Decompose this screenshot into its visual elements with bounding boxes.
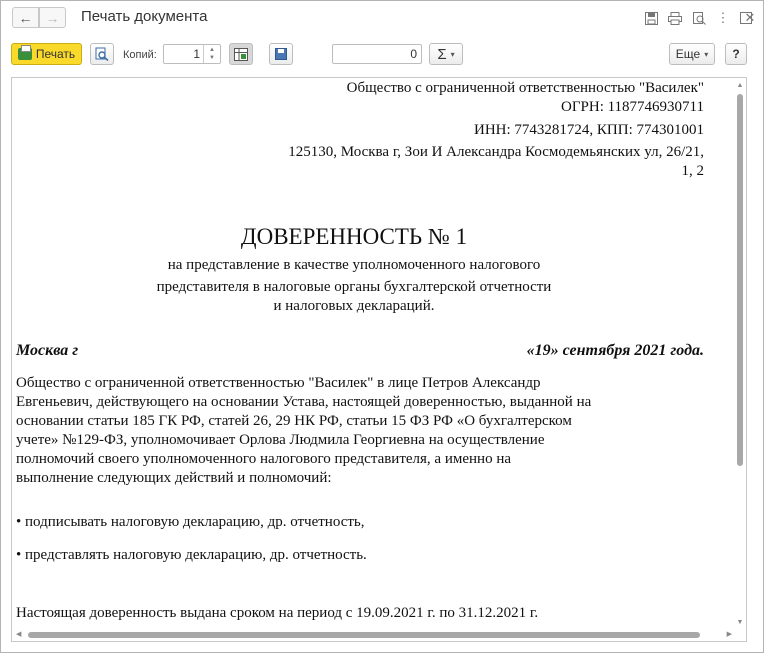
copies-stepper[interactable] bbox=[203, 45, 220, 63]
arrow-right-icon: → bbox=[45, 9, 60, 26]
vertical-scrollbar[interactable] bbox=[736, 82, 744, 627]
doc-body-3: основании статьи 185 ГК РФ, статей 26, 29 НК РФ, статьи 15 ФЗ РФ «О бухгалтерском bbox=[16, 413, 572, 429]
document-content bbox=[12, 78, 736, 631]
stepper-up-icon[interactable]: ▲ bbox=[209, 47, 215, 53]
document-viewer[interactable] bbox=[11, 77, 747, 642]
print-button-label: Печать bbox=[35, 47, 76, 61]
more-vert-icon[interactable]: ⋮ bbox=[716, 10, 730, 25]
doc-item-2: • представлять налоговую декларацию, др. отчетность. bbox=[16, 547, 367, 563]
more-button-label: Еще bbox=[675, 47, 701, 61]
scroll-right-icon[interactable]: ▶ bbox=[726, 631, 732, 638]
sum-button[interactable] bbox=[429, 43, 463, 65]
vertical-scroll-thumb[interactable] bbox=[737, 94, 743, 466]
sum-field[interactable]: 0 bbox=[332, 44, 422, 64]
scroll-left-icon[interactable]: ◀ bbox=[16, 631, 22, 638]
doc-validity: Настоящая доверенность выдана сроком на период с 19.09.2021 г. по 31.12.2021 г. bbox=[16, 605, 539, 621]
preview-button[interactable] bbox=[90, 43, 114, 65]
save-document-button[interactable] bbox=[269, 43, 293, 65]
doc-date: «19» сентября 2021 года. bbox=[526, 342, 704, 359]
scroll-down-icon[interactable]: ▼ bbox=[736, 619, 744, 626]
help-button[interactable]: ? bbox=[725, 43, 747, 65]
org-address-cont: 1, 2 bbox=[681, 163, 704, 179]
copies-label: Копий: bbox=[123, 49, 157, 61]
doc-body-4: учете» №129-ФЗ, уполномочивает Орлова Людмила Георгиевна на осуществление bbox=[16, 432, 545, 448]
magnifier-page-icon bbox=[95, 47, 109, 61]
org-name: Общество с ограниченной ответственностью "Василек" bbox=[346, 80, 704, 96]
doc-subheading-2: представителя в налоговые органы бухгалтерской отчетности bbox=[156, 279, 552, 295]
edit-toggle-button[interactable] bbox=[229, 43, 253, 65]
more-button[interactable] bbox=[669, 43, 715, 65]
close-icon[interactable]: ✕ bbox=[744, 10, 756, 25]
window-title: Печать документа bbox=[81, 8, 208, 25]
sigma-icon: Σ bbox=[437, 45, 447, 63]
preview-icon[interactable] bbox=[691, 10, 707, 26]
table-edit-icon bbox=[234, 48, 248, 61]
chevron-down-icon: ▾ bbox=[450, 49, 455, 59]
doc-subheading-1: на представление в качестве уполномоченного налогового bbox=[167, 257, 541, 273]
chevron-down-icon: ▾ bbox=[704, 49, 709, 59]
toolbar bbox=[1, 37, 763, 71]
doc-subheading-3: и налоговых деклараций. bbox=[273, 298, 435, 314]
doc-heading: ДОВЕРЕННОСТЬ № 1 bbox=[240, 224, 468, 249]
doc-body-2: Евгеньевич, действующего на основании Устава, настоящей доверенностью, выданной на bbox=[16, 394, 592, 410]
forward-button[interactable] bbox=[39, 7, 66, 28]
doc-body-6: выполнение следующих действий и полномочий: bbox=[16, 470, 332, 486]
org-address: 125130, Москва г, Зои И Александра Космодемьянских ул, 26/21, bbox=[288, 144, 704, 160]
print-button[interactable] bbox=[11, 43, 82, 65]
back-button[interactable] bbox=[12, 7, 39, 28]
arrow-left-icon: ← bbox=[18, 9, 33, 26]
doc-item-1: • подписывать налоговую декларацию, др. отчетность, bbox=[16, 514, 365, 530]
org-ogrn: ОГРН: 1187746930711 bbox=[561, 99, 704, 115]
doc-body-5: полномочий своего уполномоченного налогового представителя, а именно на bbox=[16, 451, 512, 467]
org-inn-kpp: ИНН: 7743281724, КПП: 774301001 bbox=[473, 122, 704, 138]
printer-icon bbox=[18, 48, 32, 60]
horizontal-scroll-thumb[interactable] bbox=[28, 632, 700, 638]
doc-city: Москва г bbox=[16, 342, 79, 359]
doc-body-1: Общество с ограниченной ответственностью "Василек" в лице Петров Александр bbox=[16, 375, 541, 391]
floppy-icon bbox=[275, 48, 287, 60]
horizontal-scrollbar[interactable] bbox=[16, 631, 732, 639]
stepper-down-icon[interactable]: ▼ bbox=[209, 55, 215, 61]
save-icon[interactable] bbox=[643, 10, 659, 26]
copies-input[interactable]: 1 bbox=[163, 44, 221, 64]
scroll-up-icon[interactable]: ▲ bbox=[736, 82, 744, 89]
title-bar bbox=[1, 1, 763, 35]
print-icon[interactable] bbox=[667, 10, 683, 26]
